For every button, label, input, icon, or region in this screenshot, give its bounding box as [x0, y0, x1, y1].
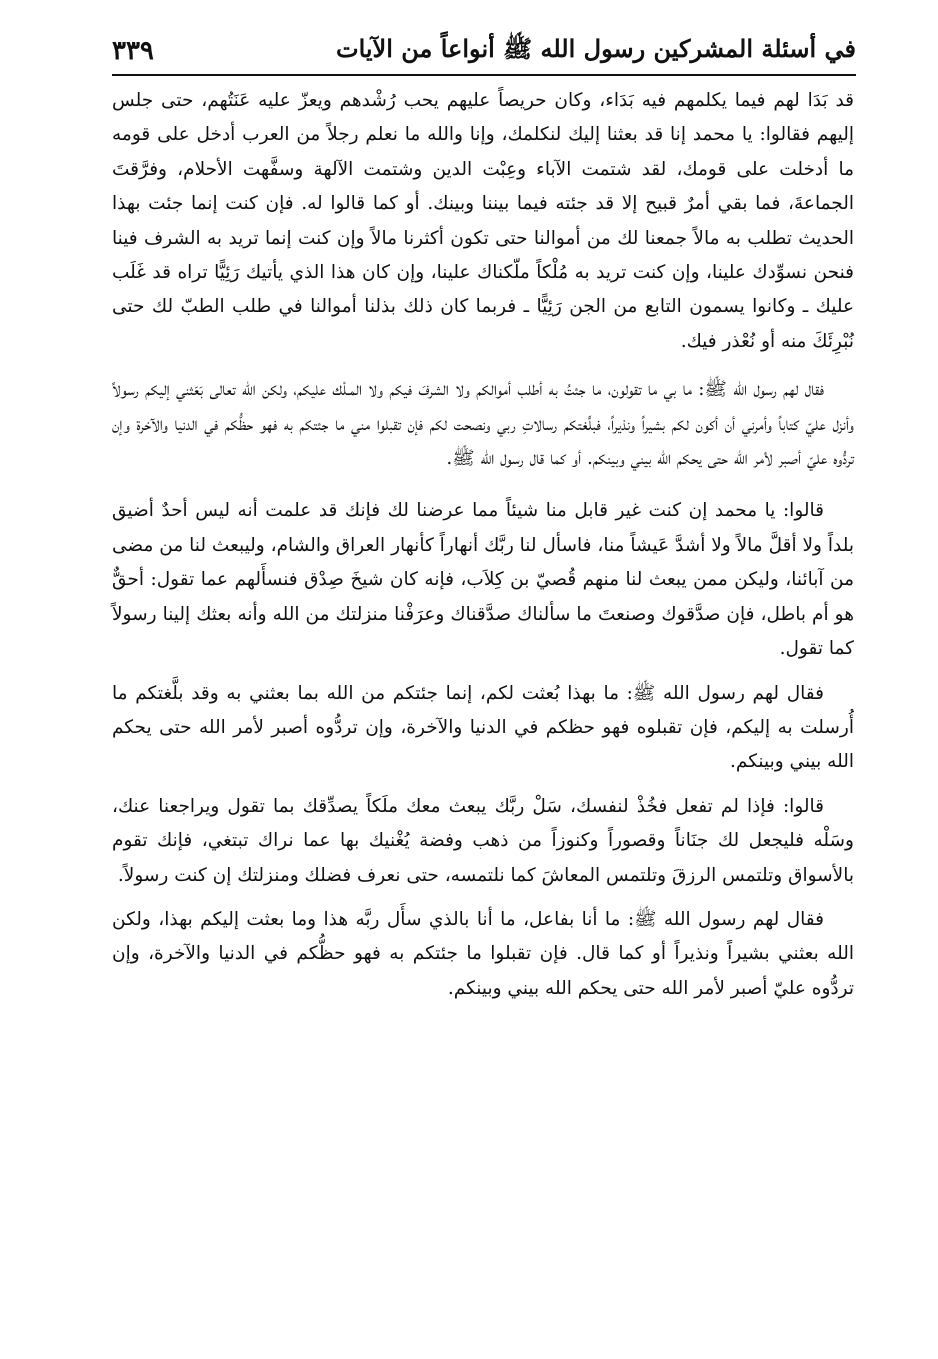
page-number: ٣٣٩: [112, 36, 154, 66]
page-header: [112, 30, 856, 72]
paragraph-2: فقال لهم رسول الله ﷺ: ما بي ما تقولون، ما جئتُ به أطلب أموالكم ولا الشرفَ فيكم ولا المـلْك عليكم، ولكن الله تعالى بَعَثني إليكم رسولاً وأنزل عليّ كتاباً وأمرني أن أكون لكم بشيراً ونذيراً، فبلَّغتكم رسالاتِ ربي ونصحت لكم فإن تقبلوا مني ما جئتكم به فهو حظُّكم في الدنيا والآخرة وإن تردُّوه عليّ أصبر لأمر الله حتى يحكم الله بيني وبينكم. أو كما قال رسول الله ﷺ.: [112, 379, 854, 470]
paragraph-6: فقال لهم رسول الله ﷺ: ما أنا بفاعل، ما أنا بالذي سأَل ربَّه هذا وما بعثت إليكم بهذا، ولكن الله بعثني بشيراً ونذيراً أو كما قال. فإن تقبلوا ما جئتكم به فهو حظُّكم في الدنيا والآخرة، وإن تردُّوه عليّ أصبر لأمر الله حتى يحكم الله بيني وبينكم.: [112, 908, 854, 999]
paragraph-4: فقال لهم رسول الله ﷺ: ما بهذا بُعثت لكم، إنما جئتكم من الله بما بعثني به وقد بلَّغتكم ما أُرسلت به إليكم، فإن تقبلوه فهو حظكم في الدنيا والآخرة، وإن تردُّوه أصبر لأمر الله حتى يحكم الله بيني وبينكم.: [112, 682, 854, 773]
running-title: في أسئلة المشركين رسول الله ﷺ أنواعاً من الآيات: [335, 33, 856, 63]
paragraph-1: قد بَدَا لهم فيما يكلمهم فيه بَدَاء، وكان حريصاً عليهم يحب رُشْدهم ويعزّ عليه عَنَتُهم، حتى جلس إليهم فقالوا: يا محمد إنا قد بعثنا إليك لنكلمك، وإنا والله ما نعلم رجلاً من العرب أدخل على قومه ما أدخلت على قومك، لقد شتمت الآباء وعِبْت الدين وشتمت الآلهة وسفَّهت الأحلام، وفرَّقتَ الجماعةَ، فما بقي أمرٌ قبيح إلا قد جئته فيما بيننا وبينك. أو كما قالوا له. فإن كنت إنما جئت بهذا الحديث تطلب به مالاً جمعنا لك من أموالنا حتى تكون أكثرنا مالاً وإن كنت إنما تريد به الشرف فينا فنحن نسوِّدك علينا، وإن كنت تريد به مُلْكاً ملّكناك علينا، وإن كان هذا الذي يأتيك رَئِيًّا تراه قد غَلَب عليك ـ وكانوا يسمون التابع من الجن رَئِيًّا ـ فربما كان ذلك بذلنا أموالنا في طلب الطبّ لك حتى نُبْرِئَكَ منه أو نُعْذر فيك.: [112, 90, 854, 352]
body-text: [112, 84, 854, 1006]
header-rule: [112, 74, 856, 76]
paragraph-5: قالوا: فإذا لم تفعل فخُذْ لنفسك، سَلْ ربَّك يبعث معك ملَكاً يصدِّقك بما تقول ويراجعنا عنك، وسَلْه فليجعل لك جنَاناً وقصوراً وكنوزاً من ذهب وفضة يُغْنيك بها عما نراك تبتغي، فإنك تقوم بالأسواق وتلتمس الرزقَ وتلتمس المعاشَ كما نلتمسه، حتى نعرف فضلك ومنزلتك إن كنت رسولاً.: [112, 795, 854, 886]
paragraph-3: قالوا: يا محمد إن كنت غير قابل منا شيئاً مما عرضنا لك فإنك قد علمت أنه ليس أحدٌ أضيق بلداً ولا أقلَّ مالاً ولا أشدَّ عَيشاً منا، فاسأل لنا ربَّك أنهاراً كأنهار العراق والشام، وليبعث لنا من مضى من آبائنا، وليكن ممن يبعث لنا منهم قُصيّ بن كِلاَب، فإنه كان شيخَ صِدْق فنسأَلهم عما تقول: أحقٌّ هو أم باطل، فإن صدَّقوك وصنعتَ ما سألناك صدَّقناك وعرَفْنا منزلتك من الله وأنه بعثك إلينا رسولاً كما تقول.: [112, 500, 854, 660]
